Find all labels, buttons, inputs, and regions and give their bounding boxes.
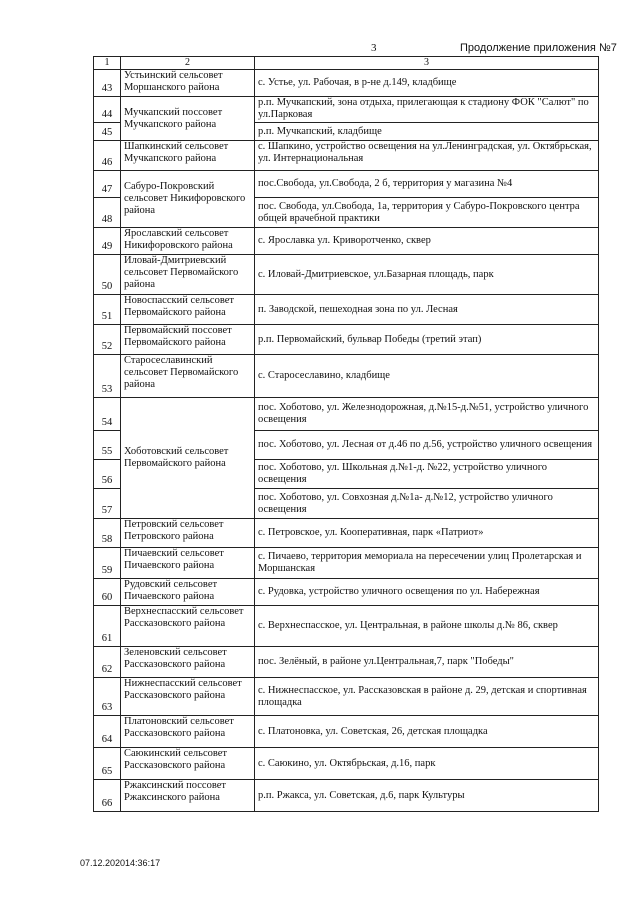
row-number: 56 [94,460,121,489]
table-row [94,780,599,812]
appendix-title: Продолжение приложения №7 [460,42,617,54]
location-text: с. Иловай-Дмитриевское, ул.Базарная площадь, парк [255,255,599,295]
register-table [93,56,599,812]
location-text: с. Саюкино, ул. Октябрьская, д.16, парк [255,748,599,780]
municipality-name: Хоботовский сельсовет Первомайского района [121,398,255,519]
table-row [94,255,599,295]
table-row [94,398,599,431]
municipality-name: Иловай-Дмитриевский сельсовет Первомайского района [121,255,255,295]
row-number: 61 [94,606,121,647]
municipality-name: Мучкапский поссовет Мучкапского района [121,97,255,141]
table-row [94,647,599,678]
municipality-name: Платоновский сельсовет Рассказовского района [121,716,255,748]
municipality-name: Устьинский сельсовет Моршанского района [121,70,255,97]
column-header: 3 [255,57,599,70]
column-header: 2 [121,57,255,70]
page-number: 3 [371,42,377,54]
table-row [94,519,599,548]
row-number: 60 [94,579,121,606]
row-number: 66 [94,780,121,812]
row-number: 62 [94,647,121,678]
location-text: с. Рудовка, устройство уличного освещения по ул. Набережная [255,579,599,606]
table-row [94,228,599,255]
table-row [94,606,599,647]
location-text: р.п. Ржакса, ул. Советская, д.6, парк Культуры [255,780,599,812]
location-text: пос. Хоботово, ул. Школьная д.№1-д. №22, устройство уличного освещения [255,460,599,489]
footer-timestamp: 07.12.202014:36:17 [80,858,161,868]
row-number: 51 [94,295,121,325]
row-number: 43 [94,70,121,97]
table-row [94,548,599,579]
table-header [94,57,599,70]
row-number: 49 [94,228,121,255]
location-text: с. Верхнеспасское, ул. Центральная, в районе школы д.№ 86, сквер [255,606,599,647]
row-number: 52 [94,325,121,355]
location-text: с. Петровское, ул. Кооперативная, парк «Патриот» [255,519,599,548]
location-text: р.п. Первомайский, бульвар Победы (третий этап) [255,325,599,355]
location-text: с. Пичаево, территория мемориала на пересечении улиц Пролетарская и Моршанская [255,548,599,579]
municipality-name: Рудовский сельсовет Пичаевского района [121,579,255,606]
table-row [94,355,599,398]
location-text: пос. Хоботово, ул. Железнодорожная, д.№15-д.№51, устройство уличного освещения [255,398,599,431]
location-text: п. Заводской, пешеходная зона по ул. Лесная [255,295,599,325]
municipality-name: Новоспасский сельсовет Первомайского района [121,295,255,325]
location-text: пос. Хоботово, ул. Лесная от д.46 по д.56, устройство уличного освещения [255,431,599,460]
row-number: 57 [94,489,121,519]
municipality-name: Зеленовский сельсовет Рассказовского района [121,647,255,678]
municipality-name: Первомайский поссовет Первомайского района [121,325,255,355]
row-number: 55 [94,431,121,460]
row-number: 45 [94,123,121,141]
table-row [94,141,599,171]
location-text: р.п. Мучкапский, кладбище [255,123,599,141]
row-number: 48 [94,198,121,228]
municipality-name: Верхнеспасский сельсовет Рассказовского района [121,606,255,647]
location-text: с. Устье, ул. Рабочая, в р-не д.149, кладбище [255,70,599,97]
location-text: с. Старосеславино, кладбище [255,355,599,398]
municipality-name: Ярославский сельсовет Никифоровского района [121,228,255,255]
row-number: 64 [94,716,121,748]
location-text: пос. Свобода, ул.Свобода, 1а, территория у Сабуро-Покровского центра общей врачебной практики [255,198,599,228]
municipality-name: Старосеславинский сельсовет Первомайского района [121,355,255,398]
location-text: пос.Свобода, ул.Свобода, 2 б, территория у магазина №4 [255,171,599,198]
location-text: пос. Хоботово, ул. Совхозная д.№1а- д.№12, устройство уличного освещения [255,489,599,519]
location-text: р.п. Мучкапский, зона отдыха, прилегающая к стадиону ФОК "Салют" по ул.Парковая [255,97,599,123]
row-number: 53 [94,355,121,398]
table-row [94,295,599,325]
municipality-name: Саюкинский сельсовет Рассказовского района [121,748,255,780]
municipality-name: Петровский сельсовет Петровского района [121,519,255,548]
column-header: 1 [94,57,121,70]
table-row [94,579,599,606]
location-text: с. Ярославка ул. Криворотченко, сквер [255,228,599,255]
row-number: 54 [94,398,121,431]
municipality-name: Ржаксинский поссовет Ржаксинского района [121,780,255,812]
location-text: с. Платоновка, ул. Советская, 26, детская площадка [255,716,599,748]
row-number: 50 [94,255,121,295]
location-text: с. Нижнеспасское, ул. Рассказовская в районе д. 29, детская и спортивная площадка [255,678,599,716]
row-number: 46 [94,141,121,171]
row-number: 58 [94,519,121,548]
location-text: с. Шапкино, устройство освещения на ул.Ленинградская, ул. Октябрьская, ул. Интернациональная [255,141,599,171]
row-number: 65 [94,748,121,780]
table-row [94,678,599,716]
table-row [94,325,599,355]
row-number: 59 [94,548,121,579]
table-row [94,748,599,780]
location-text: пос. Зелёный, в районе ул.Центральная,7, парк "Победы" [255,647,599,678]
row-number: 63 [94,678,121,716]
municipality-name: Пичаевский сельсовет Пичаевского района [121,548,255,579]
row-number: 44 [94,97,121,123]
table-row [94,716,599,748]
table-row [94,97,599,123]
table-row [94,70,599,97]
municipality-name: Шапкинский сельсовет Мучкапского района [121,141,255,171]
row-number: 47 [94,171,121,198]
table-row [94,171,599,198]
municipality-name: Сабуро-Покровский сельсовет Никифоровского района [121,171,255,228]
municipality-name: Нижнеспасский сельсовет Рассказовского района [121,678,255,716]
